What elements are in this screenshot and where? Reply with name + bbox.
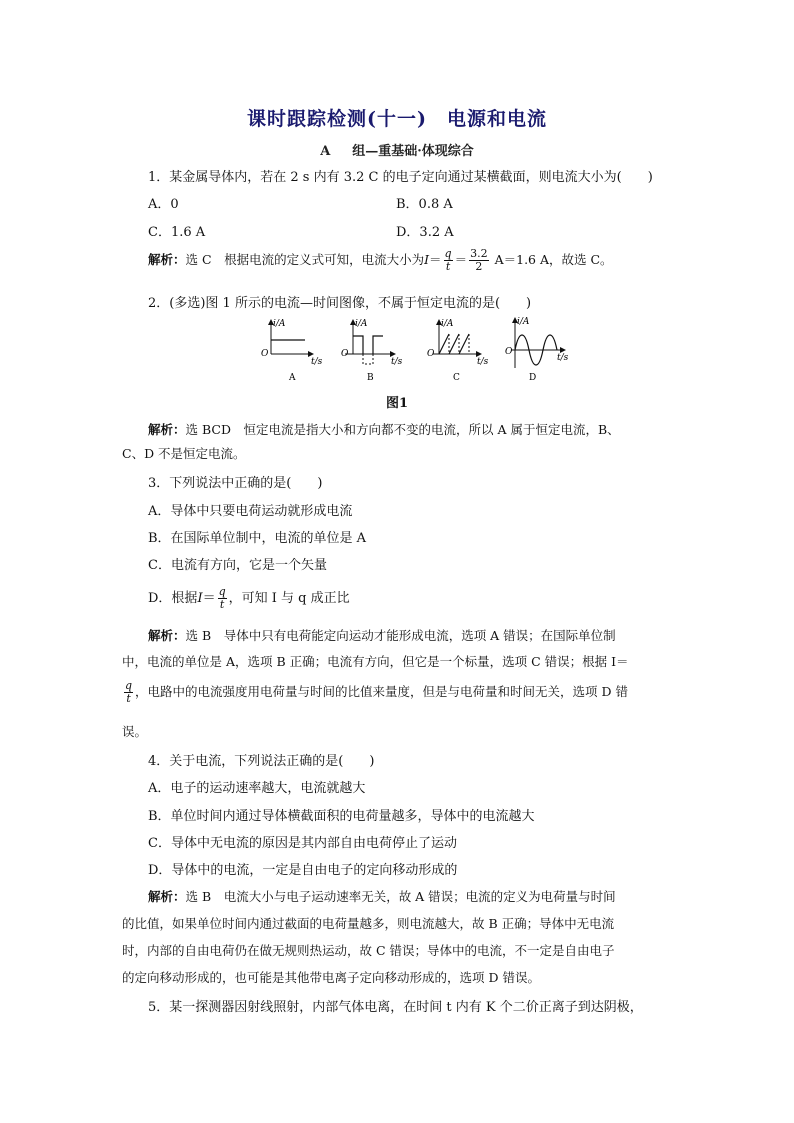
answer-tail: A＝1.6 A，故选 C。 bbox=[494, 252, 613, 267]
answer-text: 恒定电流是指大小和方向都不变的电流，所以 A 属于恒定电流，B、 bbox=[231, 422, 620, 437]
origin-label: O bbox=[341, 349, 349, 359]
answer-text: 导体中只有电荷能定向运动才能形成电流，选项 A 错误；在国际单位制 bbox=[211, 628, 616, 643]
x-axis-label: t/s bbox=[557, 353, 569, 363]
origin-label: O bbox=[427, 349, 435, 359]
graph-b bbox=[341, 319, 403, 383]
q3-option-c: C．电流有方向，它是一个矢量 bbox=[148, 558, 327, 573]
fraction-q-t bbox=[444, 248, 453, 273]
formula-I: I bbox=[424, 252, 430, 267]
q1-option-d: D．3.2 A bbox=[396, 225, 454, 240]
q4-answer-line-4: 的定向移动形成的，也可能是其他带电离子定向移动形成的，选项 D 错误。 bbox=[122, 970, 540, 985]
fraction-num: 3.2 bbox=[470, 247, 488, 260]
figure-caption: 图1 bbox=[385, 396, 409, 411]
option-d-pre: D．根据 bbox=[148, 591, 198, 606]
answer-pick: 选 B bbox=[185, 628, 212, 643]
x-axis-label: t/s bbox=[311, 357, 323, 367]
y-axis-label: i/A bbox=[355, 319, 368, 329]
fraction-den: t bbox=[126, 692, 131, 705]
q1-option-a: A．0 bbox=[148, 197, 179, 212]
q1-option-b: B．0.8 A bbox=[396, 197, 453, 212]
x-axis-label: t/s bbox=[391, 357, 403, 367]
q4-option-b: B．单位时间内通过导体横截面积的电荷量越多，导体中的电流越大 bbox=[148, 809, 535, 824]
answer-pick: 选 BCD bbox=[185, 422, 231, 437]
q3-answer-line-3 bbox=[122, 680, 628, 705]
q5-stem: 5．某一探测器因射线照射，内部气体电离，在时间 t 内有 K 个二价正离子到达阴极， bbox=[148, 1000, 643, 1015]
q3-option-b: B．在国际单位制中，电流的单位是 A bbox=[148, 531, 367, 546]
q3-answer-line-1 bbox=[148, 626, 616, 644]
q3-answer-line-2: 中，电流的单位是 A，选项 B 正确；电流有方向，但它是一个标量，选项 C 错误；根据 I＝ bbox=[122, 654, 629, 669]
q1-option-c: C．1.6 A bbox=[148, 225, 206, 240]
q1-answer: 解析：选 C 根据电流的定义式可知，电流大小为I＝ $\frac{q}{t}$ ＝ $\frac{3.2}{2}$ A＝1.6 A，故选 C。 bbox=[148, 247, 613, 273]
fraction-den: t bbox=[219, 598, 225, 611]
origin-label: O bbox=[261, 349, 269, 359]
q4-stem: 4．关于电流，下列说法正确的是( ) bbox=[148, 754, 375, 769]
answer-prefix: 解析： bbox=[148, 422, 186, 437]
graph-a bbox=[261, 319, 323, 383]
q3-answer-line-4: 误。 bbox=[122, 724, 148, 739]
fraction-den: t bbox=[445, 260, 451, 273]
page-title: 课时跟踪检测(十一) 电源和电流 bbox=[247, 108, 547, 130]
y-axis-label: i/A bbox=[441, 319, 454, 329]
q2-answer-line-2: C、D 不是恒定电流。 bbox=[122, 446, 246, 461]
origin-label: O bbox=[505, 347, 513, 357]
q3-stem: 3．下列说法中正确的是( ) bbox=[148, 476, 323, 491]
answer-text: 根据电流的定义式可知，电流大小为 bbox=[211, 252, 425, 267]
graph-label-b: B bbox=[367, 373, 374, 383]
answer-pick: 选 B bbox=[185, 889, 212, 904]
formula-I: I bbox=[197, 591, 203, 606]
graph-label-c: C bbox=[453, 373, 460, 383]
answer-prefix: 解析： bbox=[148, 628, 186, 643]
figure-1 bbox=[255, 316, 575, 386]
q4-answer-line-2: 的比值，如果单位时间内通过截面的电荷量越多，则电流越大，故 B 正确；导体中无电流 bbox=[122, 916, 615, 931]
section-text: 组—重基础·体现综合 bbox=[352, 144, 474, 159]
graph-d bbox=[505, 317, 569, 383]
fraction-values bbox=[469, 248, 489, 273]
answer-pick: 选 C bbox=[185, 252, 212, 267]
section-heading bbox=[0, 140, 794, 159]
graph-c bbox=[427, 319, 489, 383]
q4-option-d: D．导体中的电流，一定是自由电子的定向移动形成的 bbox=[148, 863, 458, 878]
graph-label-d: D bbox=[529, 373, 537, 383]
fraction-num: q bbox=[218, 585, 226, 598]
q3-option-a: A．导体中只要电荷运动就形成电流 bbox=[148, 504, 353, 519]
q4-answer-line-1 bbox=[148, 887, 616, 905]
fraction-q-t bbox=[124, 680, 133, 705]
x-axis-label: t/s bbox=[477, 357, 489, 367]
current-time-graphs bbox=[255, 316, 575, 386]
fraction-q-t bbox=[218, 586, 227, 611]
fraction-num: q bbox=[444, 247, 452, 260]
y-axis-label: i/A bbox=[273, 319, 286, 329]
section-label: A bbox=[320, 144, 331, 159]
fraction-num: q bbox=[125, 679, 133, 692]
answer-prefix: 解析： bbox=[148, 252, 186, 267]
q4-answer-line-3: 时，内部的自由电荷仍在做无规则热运动，故 C 错误；导体中的电流，不一定是自由电子 bbox=[122, 943, 615, 958]
graph-label-a: A bbox=[289, 373, 296, 383]
y-axis-label: i/A bbox=[517, 317, 530, 327]
answer-text: ，电路中的电流强度用电荷量与时间的比值来量度，但是与电荷量和时间无关，选项 D 错 bbox=[135, 684, 629, 699]
answer-text: 电流大小与电子运动速率无关，故 A 错误；电流的定义为电荷量与时间 bbox=[211, 889, 616, 904]
q1-stem: 1．某金属导体内，若在 2 s 内有 3.2 C 的电子定向通过某横截面，则电流大小为( ) bbox=[148, 170, 653, 185]
q4-option-c: C．导体中无电流的原因是其内部自由电荷停止了运动 bbox=[148, 836, 457, 851]
q2-answer-line-1 bbox=[148, 420, 620, 438]
q2-stem: 2．(多选)图 1 所示的电流—时间图像，不属于恒定电流的是( ) bbox=[148, 296, 532, 311]
answer-prefix: 解析： bbox=[148, 889, 186, 904]
q3-option-d: D．根据I＝ $\frac{q}{t}$ ，可知 I 与 q 成正比 bbox=[148, 585, 350, 611]
option-d-post: ，可知 I 与 q 成正比 bbox=[228, 591, 350, 606]
q4-option-a: A．电子的运动速率越大，电流就越大 bbox=[148, 781, 366, 796]
fraction-den: 2 bbox=[475, 260, 483, 273]
